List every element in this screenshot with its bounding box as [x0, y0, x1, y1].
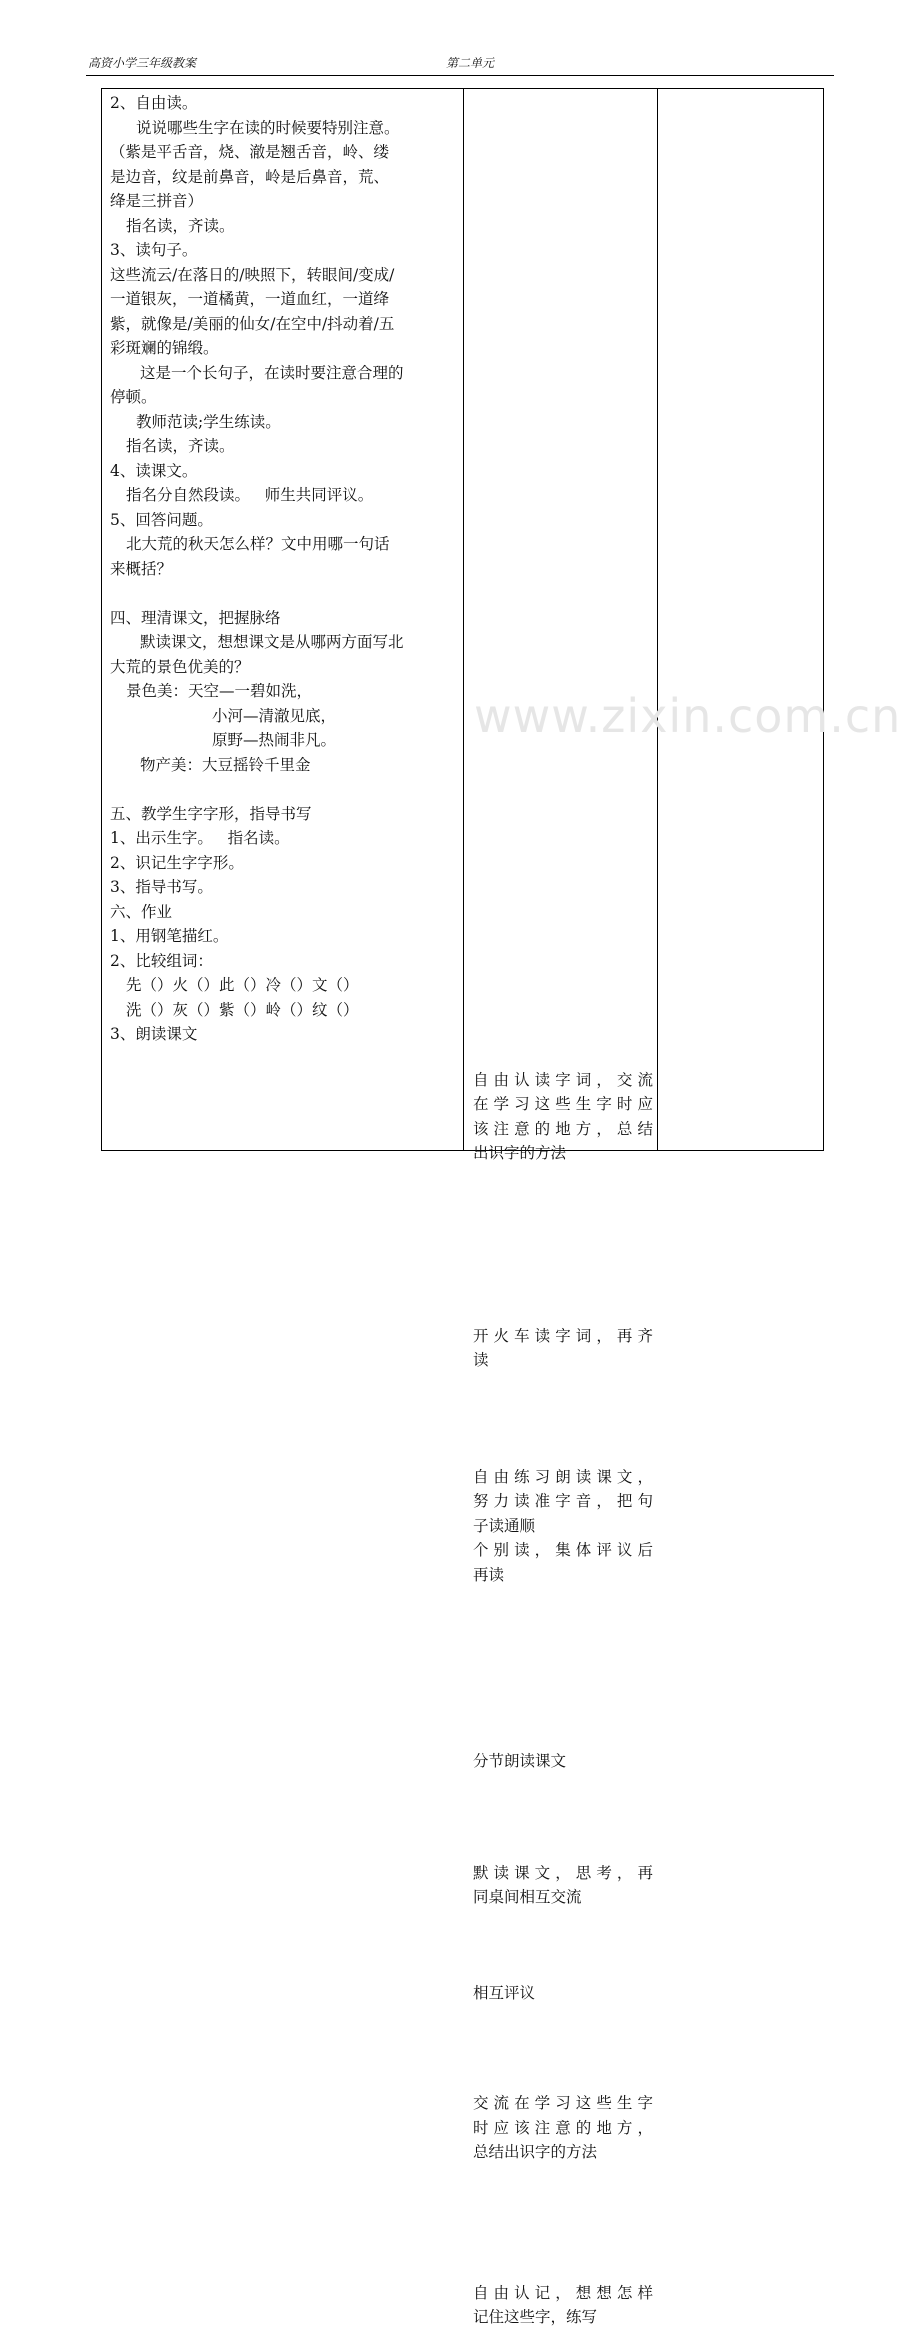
- text-line: 彩斑斓的锦缎。: [110, 339, 219, 357]
- spacer: [110, 777, 462, 802]
- text-line: 3、读句子。: [110, 241, 198, 259]
- text-line: 小河—清澈见底，: [212, 706, 337, 725]
- student-block-7: [473, 2091, 653, 2165]
- column-divider-1: [463, 89, 464, 1150]
- text-line: 一道银灰，一道橘黄，一道血红，一道绛: [110, 290, 390, 308]
- watermark: www.zixin.com.cn: [474, 689, 902, 743]
- text-line: 这些流云/在落日的/映照下，转眼间/变成/: [110, 265, 395, 284]
- text-line: 时应该注意的地方，: [473, 2118, 653, 2137]
- text-line: 读: [473, 1351, 489, 1369]
- text-line: 2、识记生字字形。: [110, 853, 244, 872]
- student-block-1: [473, 1068, 653, 1166]
- text-line: 绛是三拼音）: [110, 192, 204, 210]
- lesson-table: [101, 88, 902, 2326]
- text-line: 指名读，齐读。: [126, 437, 235, 455]
- student-block-4: [473, 1749, 653, 1774]
- column-divider-2: [657, 89, 658, 1150]
- text-line: 再读: [473, 1565, 505, 1584]
- text-line: 紫，就像是/美丽的仙女/在空中/抖动着/五: [110, 314, 395, 333]
- text-line: 默读课文，思考，再: [473, 1863, 653, 1882]
- text-line: 开火车读字词，再齐: [473, 1326, 653, 1345]
- text-line: 记住这些字，练写: [473, 2308, 598, 2326]
- student-block-3: [473, 1465, 653, 1588]
- text-line: 个别读，集体评议后: [473, 1541, 653, 1559]
- text-line: 该注意的地方，总结: [473, 1119, 653, 1138]
- text-line: 指名读，齐读。: [126, 216, 235, 235]
- text-line: 总结出识字的方法: [473, 2143, 598, 2161]
- text-line: 在学习这些生字时应: [473, 1095, 653, 1113]
- text-line: 默读课文，想想课文是从哪两方面写北: [140, 633, 404, 651]
- text-line: 子读通顺: [473, 1516, 536, 1535]
- header-rule: [86, 75, 834, 76]
- student-block-6: [473, 1981, 653, 2006]
- text-line: 4、读课文。: [110, 461, 198, 480]
- text-line: 北大荒的秋天怎么样？文中用哪一句话: [126, 535, 390, 553]
- text-line: 2、自由读。: [110, 94, 198, 112]
- text-line: 景色美：天空—一碧如洗，: [126, 682, 313, 700]
- section-heading: 六、作业: [110, 902, 173, 921]
- student-block-5: [473, 1861, 653, 1910]
- text-line: 指名分自然段读。 师生共同评议。: [126, 486, 374, 504]
- text-line: 5、回答问题。: [110, 510, 213, 529]
- text-line: 同桌间相互交流: [473, 1888, 582, 1906]
- header-school-grade: 高资小学三年级教案: [88, 56, 197, 70]
- text-line: 3、指导书写。: [110, 878, 213, 896]
- text-line: 来概括？: [110, 559, 173, 578]
- student-block-8: [473, 2281, 653, 2330]
- text-line: 说说哪些生字在读的时候要特别注意。: [136, 118, 400, 137]
- teacher-activity-column: [110, 91, 462, 1047]
- text-line: 这是一个长句子，在读时要注意合理的: [140, 363, 404, 382]
- student-block-2: [473, 1324, 653, 1373]
- text-line: 1、用钢笔描红。: [110, 927, 229, 945]
- header-unit: 第二单元: [446, 56, 495, 70]
- text-line: 2、比较组词：: [110, 951, 213, 970]
- text-line: 分节朗读课文: [473, 1752, 567, 1770]
- text-line: 自由认记，想想怎样: [473, 2283, 653, 2302]
- text-line: 1、出示生字。 指名读。: [110, 829, 290, 847]
- text-line: 努力读准字音，把句: [473, 1492, 653, 1510]
- text-line: 自由认读字词，交流: [473, 1070, 653, 1089]
- word-compare-row: 先（）火（）此（）冷（）文（）: [126, 976, 359, 994]
- text-line: 交流在学习这些生字: [473, 2094, 653, 2112]
- text-line: 教师范读;学生练读。: [136, 412, 281, 431]
- section-heading: 四、理清课文，把握脉络: [110, 608, 281, 627]
- text-line: 出识字的方法: [473, 1144, 567, 1162]
- text-line: 原野—热闹非凡。: [212, 731, 337, 749]
- page-header: [88, 52, 834, 76]
- text-line: 3、朗读课文: [110, 1025, 198, 1043]
- text-line: （紫是平舌音，烧、澈是翘舌音，岭、缕: [110, 143, 390, 161]
- spacer: [110, 581, 462, 606]
- text-line: 相互评议: [473, 1983, 536, 2002]
- text-line: 停顿。: [110, 388, 157, 406]
- text-line: 物产美：大豆摇铃千里金: [140, 755, 311, 774]
- word-compare-row: 洗（）灰（）紫（）岭（）纹（）: [126, 1000, 359, 1019]
- text-line: 大荒的景色优美的？: [110, 657, 250, 676]
- section-heading: 五、教学生字字形，指导书写: [110, 804, 312, 823]
- text-line: 自由练习朗读课文，: [473, 1467, 653, 1486]
- text-line: 是边音，纹是前鼻音，岭是后鼻音，荒、: [110, 167, 390, 186]
